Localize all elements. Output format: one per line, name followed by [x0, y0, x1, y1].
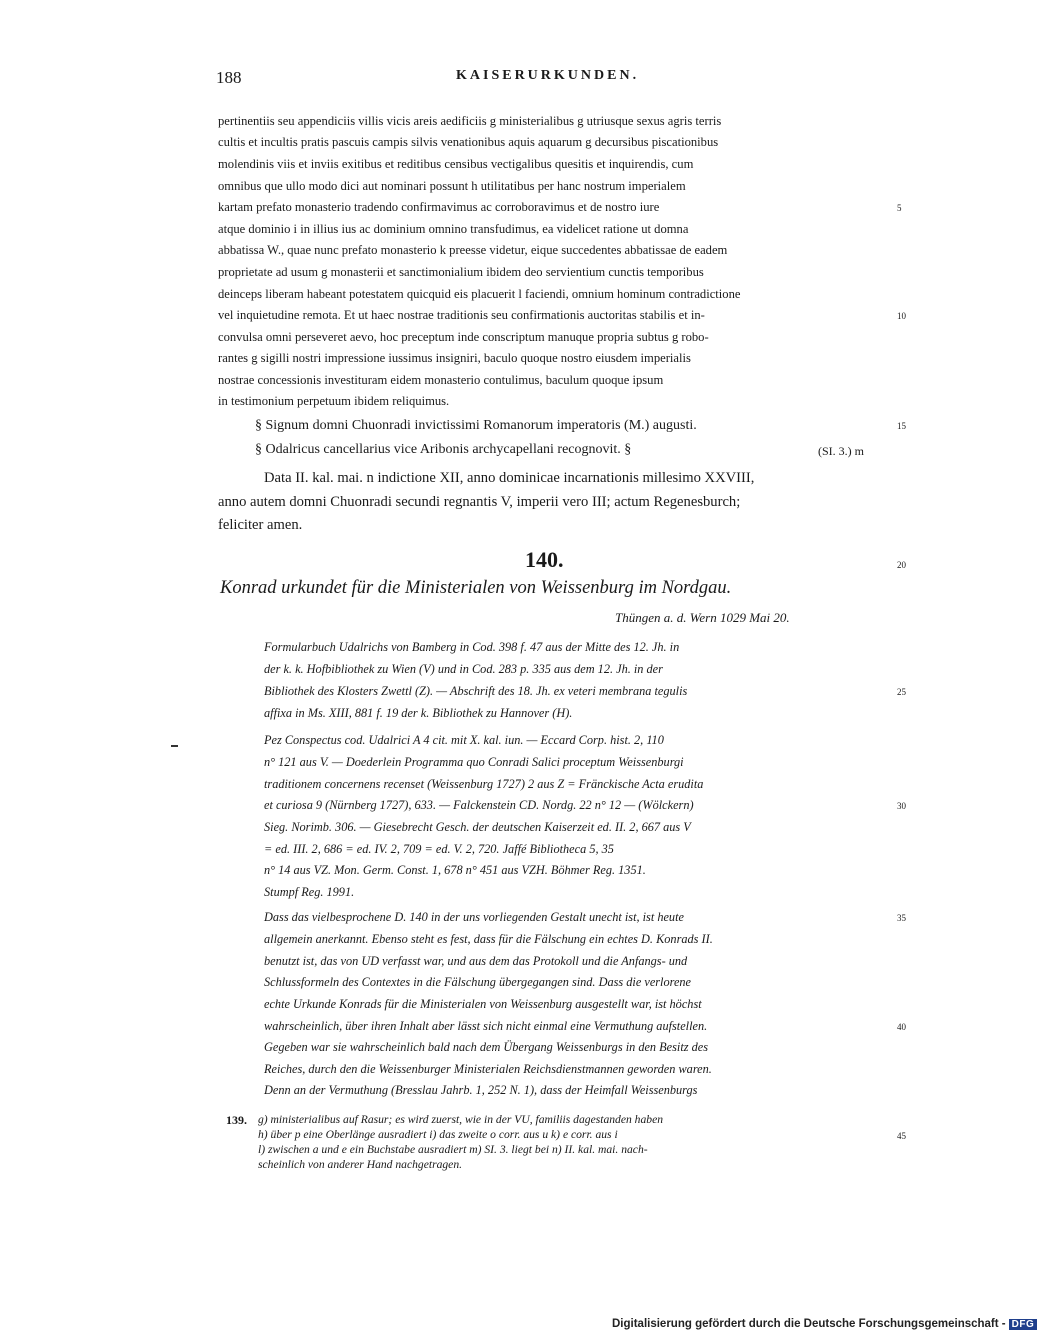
source-line: Formularbuch Udalrichs von Bamberg in Cod. 398 f. 47 aus der Mitte des 12. Jh. in	[264, 640, 680, 654]
source-line: der k. k. Hofbibliothek zu Wien (V) und in Cod. 283 p. 335 aus dem 12. Jh. in der	[264, 662, 663, 676]
running-title: KAISERURKUNDEN.	[456, 68, 640, 83]
text-line: proprietate ad usum g monasterii et sanctimonialium ibidem deo servientium cunctis temporibus	[218, 265, 704, 279]
text-line: deinceps liberam habeant potestatem quicquid eis placuerit l faciendi, omnium hominum contradictione	[218, 287, 741, 301]
text-line: nostrae concessionis investituram eidem monasterio contulimus, baculum quoque ipsum	[218, 373, 664, 387]
line-number: 35	[897, 913, 906, 923]
text-line: molendinis viis et inviis exitibus et reditibus censibus vectigalibus quesitis et inquirendis, cum	[218, 157, 694, 171]
regest-heading: Konrad urkundet für die Ministerialen von Weissenburg im Nordgau.	[220, 578, 732, 598]
line-number: 20	[897, 560, 906, 570]
line-number: 25	[897, 687, 906, 697]
edition-line: n° 14 aus VZ. Mon. Germ. Const. 1, 678 n° 451 aus VZH. Böhmer Reg. 1351.	[264, 863, 646, 877]
commentary-line: Denn an der Vermuthung (Bresslau Jahrb. 1, 252 N. 1), dass der Heimfall Weissenburgs	[264, 1083, 698, 1097]
text-line: abbatissa W., quae nunc prefato monasterio k preesse videtur, eique succedentes abbatissae de eadem	[218, 243, 728, 257]
footnote-line: scheinlich von anderer Hand nachgetragen.	[258, 1158, 463, 1171]
margin-mark	[171, 745, 178, 747]
footnote-line: g) ministerialibus auf Rasur; es wird zuerst, wie in der VU, familiis dagestanden haben	[258, 1113, 664, 1126]
edition-line: = ed. III. 2, 686 = ed. IV. 2, 709 = ed. V. 2, 720. Jaffé Bibliotheca 5, 35	[264, 842, 614, 856]
commentary-line: Gegeben war sie wahrscheinlich bald nach dem Übergang Weissenburgs in den Besitz des	[264, 1040, 708, 1054]
commentary-line: Schlussformeln des Contextes in die Fälschung übergegangen sind. Dass die verlorene	[264, 975, 692, 989]
commentary-line: Reiches, durch den die Weissenburger Ministerialen Reichsdienstmannen geworden waren.	[264, 1062, 712, 1076]
digitization-credit	[612, 1318, 1037, 1330]
place-date: Thüngen a. d. Wern 1029 Mai 20.	[615, 610, 790, 625]
commentary-line: echte Urkunde Konrads für die Ministerialen von Weissenburg ausgestellt war, ist höchst	[264, 997, 702, 1011]
footnote-line: l) zwischen a und e ein Buchstabe ausradiert m) SI. 3. liegt bei n) II. kal. mai. nach-	[258, 1143, 648, 1156]
commentary-line: wahrscheinlich, über ihren Inhalt aber lässt sich nicht einmal eine Vermuthung aufstellen.	[264, 1019, 708, 1033]
edition-line: et curiosa 9 (Nürnberg 1727), 633. — Falckenstein CD. Nordg. 22 n° 12 — (Wölckern)	[264, 798, 694, 812]
dating-line: anno autem domni Chuonradi secundi regnantis V, imperii vero III; actum Regenesburch;	[218, 494, 741, 510]
line-number: 10	[897, 311, 906, 321]
dfg-logo: DFG	[1009, 1319, 1037, 1330]
commentary-line: Dass das vielbesprochene D. 140 in der uns vorliegenden Gestalt unecht ist, ist heute	[264, 910, 684, 924]
dating-line: Data II. kal. mai. n indictione XII, anno dominicae incarnationis millesimo XXVIII,	[264, 470, 755, 486]
document-number: 140.	[525, 547, 564, 572]
credit-text: Digitalisierung gefördert durch die Deutsche Forschungsgemeinschaft -	[612, 1318, 1006, 1330]
signum-line: § Signum domni Chuonradi invictissimi Romanorum imperatoris (M.) augusti.	[255, 418, 697, 433]
source-line: affixa in Ms. XIII, 881 f. 19 der k. Bibliothek zu Hannover (H).	[264, 706, 573, 720]
text-line: vel inquietudine remota. Et ut haec nostrae traditionis seu confirmationis auctoritas stabilis et in-	[218, 308, 705, 322]
text-line: pertinentiis seu appendiciis villis vicis areis aedificiis g ministerialibus g utriusque sexus agris terris	[218, 114, 722, 128]
line-number: 45	[897, 1131, 906, 1141]
commentary-line: benutzt ist, das von UD verfasst war, und aus dem das Protokoll und die Anfangs- und	[264, 954, 688, 968]
footnote-ref: 139.	[226, 1113, 247, 1127]
line-number: 40	[897, 1022, 906, 1032]
edition-line: Stumpf Reg. 1991.	[264, 885, 355, 899]
page-number: 188	[216, 68, 242, 87]
text-line: omnibus que ullo modo dici aut nominari possunt h utilitatibus per hanc nostrum imperialem	[218, 179, 686, 193]
text-line: in testimonium perpetuum ibidem reliquimus.	[218, 394, 450, 408]
edition-line: traditionem concernens recenset (Weissenburg 1727) 2 aus Z = Fränckische Acta erudita	[264, 777, 704, 791]
edition-line: n° 121 aus V. — Doederlein Programma quo Conradi Salici proceptum Weissenburgi	[264, 755, 684, 769]
text-line: rantes g sigilli nostri impressione iussimus insigniri, baculo quoque nostro eiusdem imperialis	[218, 351, 691, 365]
text-line: convulsa omni perseveret aevo, hoc preceptum inde conscriptum manuque propria subtus g robo-	[218, 330, 709, 344]
text-line: atque dominio i in illius ius ac dominium omnino transfudimus, ea videlicet ratione ut domna	[218, 222, 689, 236]
line-number: 30	[897, 801, 906, 811]
edition-line: Pez Conspectus cod. Udalrici A 4 cit. mit X. kal. iun. — Eccard Corp. hist. 2, 110	[264, 733, 664, 747]
text-line: cultis et incultis pratis pascuis campis silvis venationibus aquis aquarum g decursibus piscationibus	[218, 135, 719, 149]
line-number: 5	[897, 203, 902, 213]
line-number: 15	[897, 421, 906, 431]
text-line: kartam prefato monasterio tradendo confirmavimus ac corroboravimus et de nostro iure	[218, 200, 660, 214]
dating-line: feliciter amen.	[218, 517, 303, 533]
seal-note: (SI. 3.) m	[818, 444, 864, 458]
footnote-line: h) über p eine Oberlänge ausradiert i) das zweite o corr. aus u k) e corr. aus i	[258, 1128, 618, 1141]
commentary-line: allgemein anerkannt. Ebenso steht es fest, dass für die Fälschung ein echtes D. Konrads II.	[264, 932, 713, 946]
recognition-line: § Odalricus cancellarius vice Aribonis archycapellani recognovit. §	[255, 442, 632, 457]
edition-line: Sieg. Norimb. 306. — Giesebrecht Gesch. der deutschen Kaiserzeit ed. II. 2, 667 aus V	[264, 820, 691, 834]
source-line: Bibliothek des Klosters Zwettl (Z). — Abschrift des 18. Jh. ex veteri membrana tegulis	[264, 684, 688, 698]
